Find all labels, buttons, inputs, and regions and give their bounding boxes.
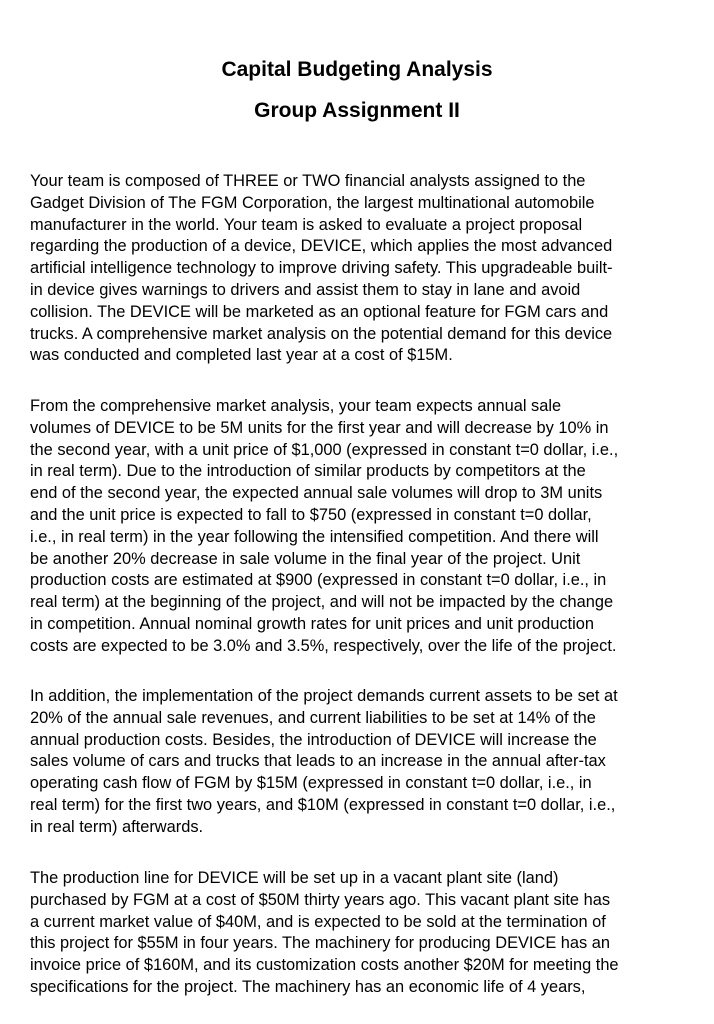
text-line: real term) for the first two years, and $10M (expressed in constant t=0 dollar, i.e., (30, 795, 616, 814)
text-line: and the unit price is expected to fall to $750 (expressed in constant t=0 dollar, (30, 505, 592, 524)
text-line: specifications for the project. The machinery has an economic life of 4 years, (30, 977, 586, 996)
text-line: in competition. Annual nominal growth rates for unit prices and unit production (30, 614, 594, 633)
text-line: in real term). Due to the introduction of similar products by competitors at the (30, 462, 586, 481)
text-line: a current market value of $40M, and is expected to be sold at the termination of (30, 912, 606, 931)
paragraph-market-analysis (30, 396, 684, 658)
text-line: in real term) afterwards. (30, 817, 204, 836)
text-line: this project for $55M in four years. The machinery for producing DEVICE has an (30, 934, 611, 953)
text-line: production costs are estimated at $900 (expressed in constant t=0 dollar, i.e., in (30, 571, 607, 590)
text-line: in device gives warnings to drivers and assist them to stay in lane and avoid (30, 280, 581, 299)
text-line: real term) at the beginning of the project, and will not be impacted by the change (30, 593, 614, 612)
text-line: regarding the production of a device, DEVICE, which applies the most advanced (30, 237, 613, 256)
text-line: trucks. A comprehensive market analysis on the potential demand for this device (30, 324, 613, 343)
text-line: 20% of the annual sale revenues, and current liabilities to be set at 14% of the (30, 708, 596, 727)
text-line: The production line for DEVICE will be set up in a vacant plant site (land) (30, 869, 559, 887)
text-line: manufacturer in the world. Your team is asked to evaluate a project proposal (30, 215, 583, 234)
text-line: sales volume of cars and trucks that leads to an increase in the annual after-tax (30, 752, 606, 771)
text-line: i.e., in real term) in the year following the intensified competition. And there will (30, 527, 599, 546)
document-title: Capital Budgeting Analysis (221, 58, 493, 81)
text-line: be another 20% decrease in sale volume in the final year of the project. Unit (30, 549, 581, 568)
text-line: invoice price of $160M, and its customization costs another $20M for meeting the (30, 956, 619, 975)
paragraph-working-capital (30, 686, 684, 839)
text-line: annual production costs. Besides, the introduction of DEVICE will increase the (30, 730, 597, 749)
text-line: collision. The DEVICE will be marketed as an optional feature for FGM cars and (30, 302, 609, 321)
paragraph-production-line (30, 868, 684, 999)
text-line: Gadget Division of The FGM Corporation, the largest multinational automobile (30, 193, 595, 212)
text-line: purchased by FGM at a cost of $50M thirty years ago. This vacant plant site has (30, 890, 611, 909)
text-line: costs are expected to be 3.0% and 3.5%, respectively, over the life of the project. (30, 636, 617, 655)
text-line: From the comprehensive market analysis, your team expects annual sale (30, 397, 562, 415)
text-line: volumes of DEVICE to be 5M units for the first year and will decrease by 10% in (30, 418, 609, 437)
text-line: In addition, the implementation of the project demands current assets to be set at (30, 687, 618, 705)
document-subtitle: Group Assignment II (254, 99, 460, 122)
text-line: artificial intelligence technology to improve driving safety. This upgradeable built- (30, 259, 613, 278)
text-line: was conducted and completed last year at a cost of $15M. (30, 346, 453, 365)
text-line: Your team is composed of THREE or TWO financial analysts assigned to the (30, 172, 586, 190)
text-line: the second year, with a unit price of $1,000 (expressed in constant t=0 dollar, i.e., (30, 440, 619, 459)
text-line: operating cash flow of FGM by $15M (expressed in constant t=0 dollar, i.e., in (30, 774, 592, 793)
paragraph-team-description (30, 171, 684, 367)
text-line: end of the second year, the expected annual sale volumes will drop to 3M units (30, 484, 603, 503)
